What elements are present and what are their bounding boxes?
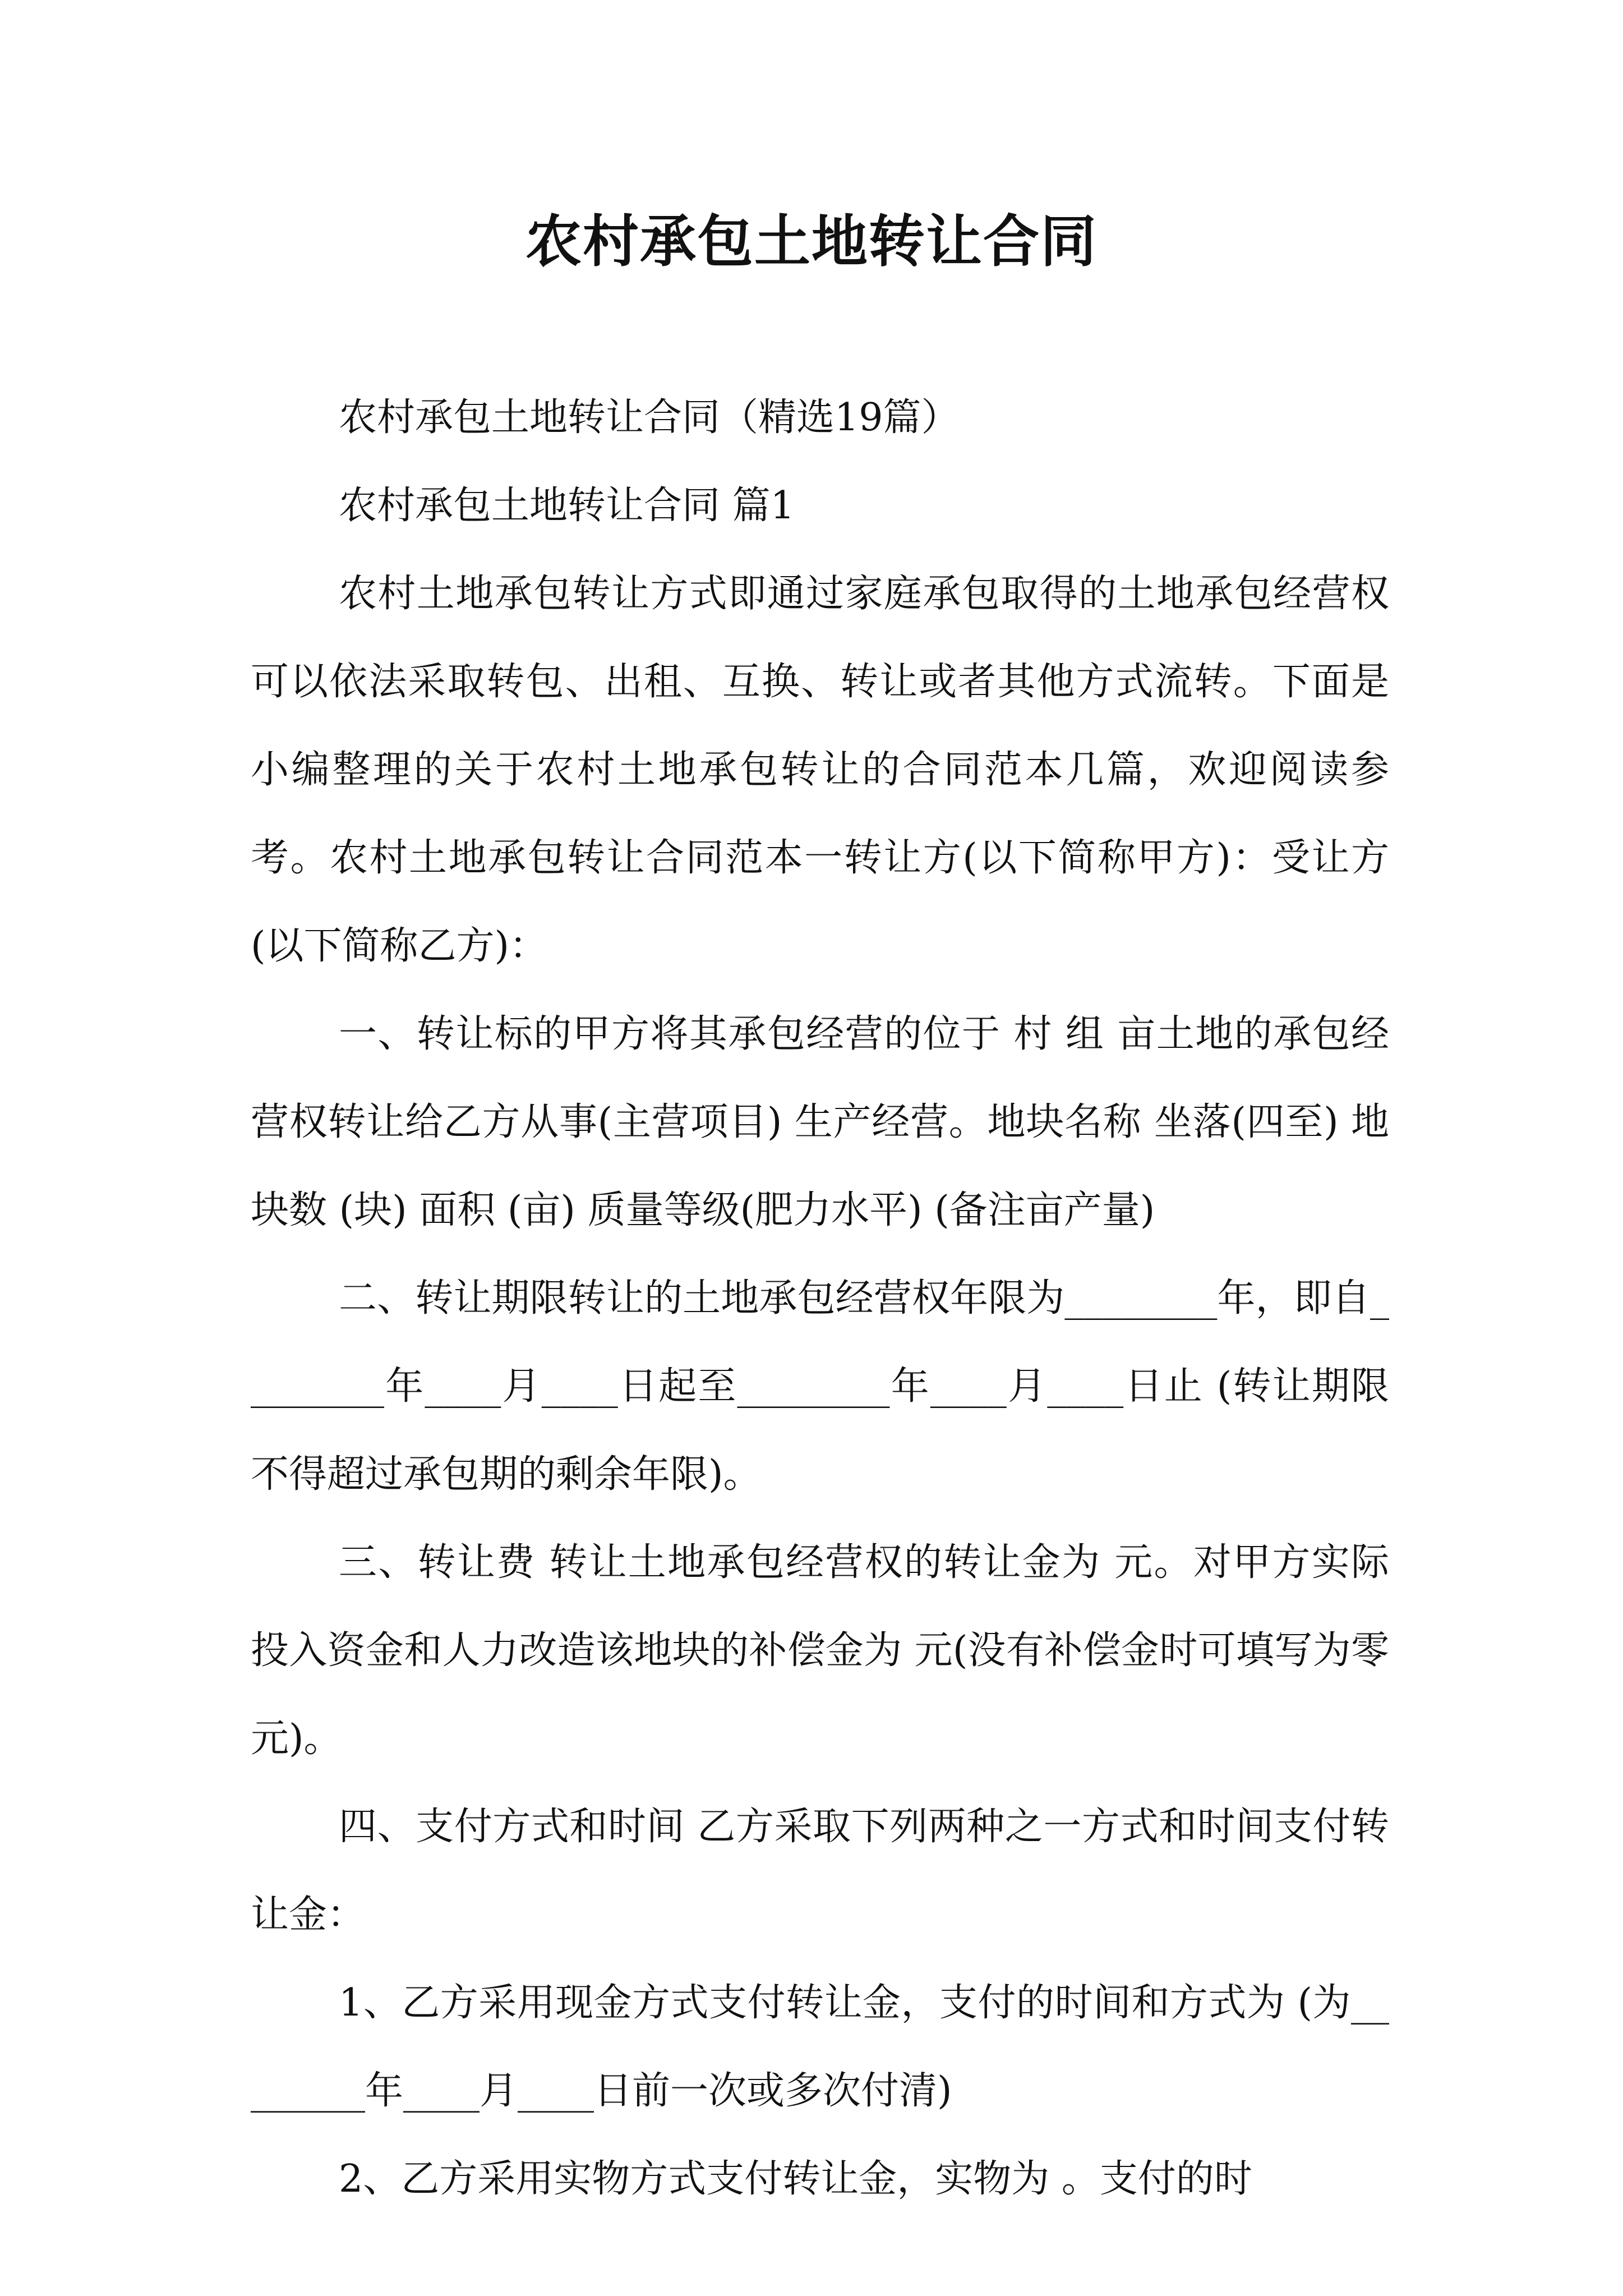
document-title: 农村承包土地转让合同 bbox=[525, 208, 1098, 274]
paragraph-clause-1: 一、转让标的甲方将其承包经营的位于 村 组 亩土地的承包经营权转让给乙方从事(主营项目) 生产经营。地块名称 坐落(四至) 地块数 (块) 面积 (亩) 质量等级(肥力水平) (备注亩产量) bbox=[251, 1012, 1389, 1232]
document-body bbox=[251, 374, 1389, 2223]
paragraph-subtitle: 农村承包土地转让合同（精选19篇） bbox=[339, 395, 960, 440]
paragraph-clause-3: 三、转让费 转让土地承包经营权的转让金为 元。对甲方实际投入资金和人力改造该地块的补偿金为 元(没有补偿金时可填写为零元)。 bbox=[251, 1540, 1389, 1761]
paragraph-payment-option-1: 1、乙方采用现金方式支付转让金，支付的时间和方式为 (为________年____月____日前一次或多次付清) bbox=[251, 1981, 1389, 2113]
paragraph-clause-4: 四、支付方式和时间 乙方采取下列两种之一方式和时间支付转让金： bbox=[251, 1805, 1389, 1937]
paragraph-clause-2: 二、转让期限转让的土地承包经营权年限为________年，即自________年____月____日起至________年____月____日止 (转让期限不得超过承包期的剩余年限)。 bbox=[251, 1276, 1389, 1497]
paragraph-section-heading: 农村承包土地转让合同 篇1 bbox=[339, 484, 795, 528]
paragraph-payment-option-2: 2、乙方采用实物方式支付转让金，实物为 。支付的时 bbox=[339, 2157, 1252, 2201]
paragraph-intro: 农村土地承包转让方式即通过家庭承包取得的土地承包经营权可以依法采取转包、出租、互换、转让或者其他方式流转。下面是小编整理的关于农村土地承包转让的合同范本几篇，欢迎阅读参考。农村土地承包转让合同范本一转让方(以下简称甲方)：受让方(以下简称乙方)： bbox=[251, 572, 1389, 968]
